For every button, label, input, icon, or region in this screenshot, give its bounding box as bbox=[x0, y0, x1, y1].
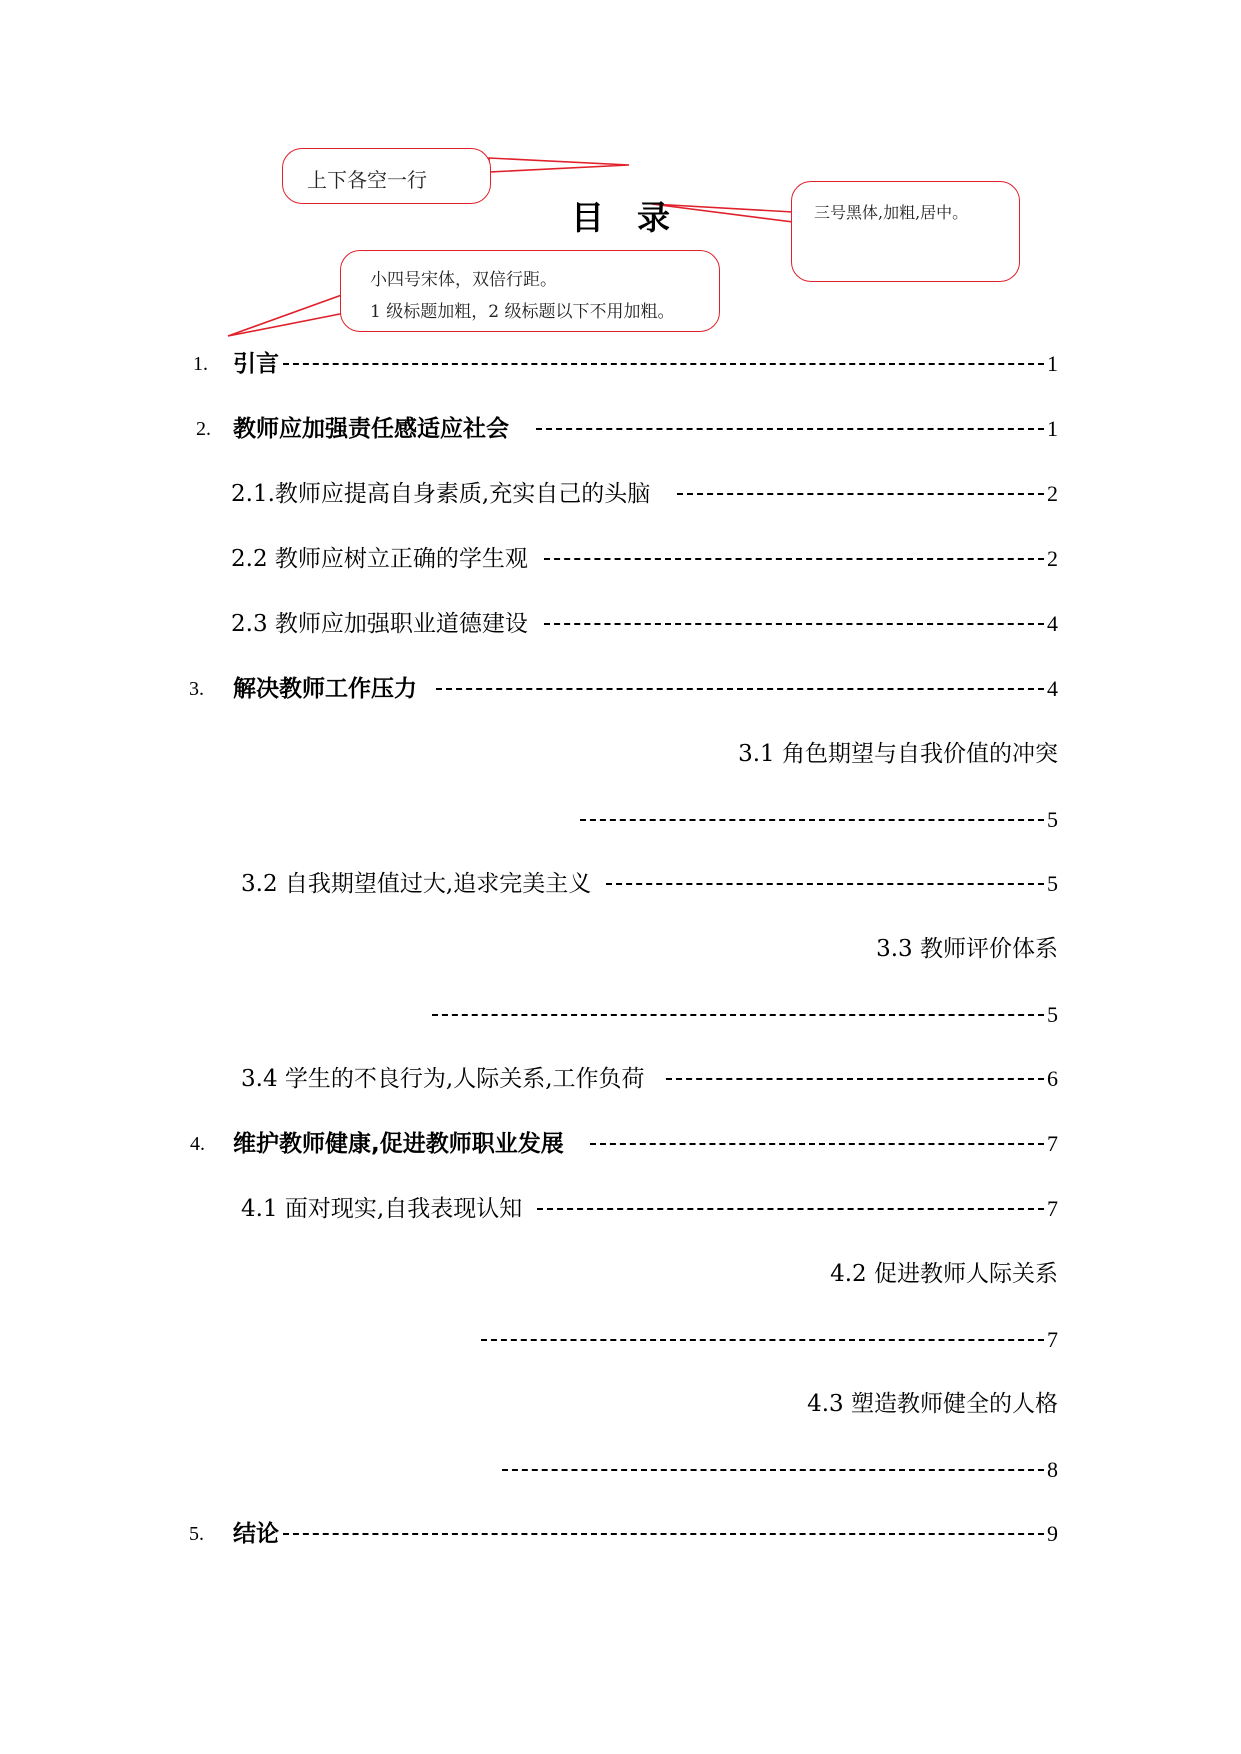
toc-page: 9 bbox=[1047, 1521, 1058, 1546]
toc-text: 2.2 教师应树立正确的学生观 bbox=[231, 546, 528, 572]
toc-num: 4. bbox=[190, 1133, 205, 1155]
toc-page: 2 bbox=[1047, 481, 1058, 506]
toc-text: 4.1 面对现实,自我表现认知 bbox=[241, 1196, 523, 1222]
toc-text: 4.3 塑造教师健全的人格 bbox=[807, 1391, 1058, 1417]
toc-page: 5 bbox=[1047, 1002, 1058, 1027]
toc-entry-4[interactable] bbox=[190, 1128, 1058, 1160]
toc-entry-2-1[interactable] bbox=[231, 478, 1058, 510]
pointer-body-note bbox=[228, 292, 350, 336]
toc-page: 7 bbox=[1047, 1327, 1058, 1352]
toc-entry-2-2[interactable] bbox=[231, 543, 1058, 575]
toc-entry-1[interactable] bbox=[190, 348, 1058, 380]
toc-text: 3.3 教师评价体系 bbox=[876, 936, 1058, 962]
toc-leader bbox=[537, 1208, 1044, 1210]
toc-entry-3-1[interactable] bbox=[560, 738, 1058, 848]
callout-title-text: 三号黑体,加粗,居中。 bbox=[814, 203, 969, 222]
toc-entry-4-3[interactable] bbox=[490, 1388, 1058, 1498]
toc-page: 5 bbox=[1047, 871, 1058, 896]
toc-num: 3. bbox=[189, 678, 204, 700]
toc-leader bbox=[677, 493, 1044, 495]
toc-entry-3-4[interactable] bbox=[241, 1063, 1058, 1095]
callout-body-note bbox=[340, 250, 720, 332]
toc-entry-4-1[interactable] bbox=[241, 1193, 1058, 1225]
toc-text: 解决教师工作压力 bbox=[233, 676, 417, 702]
callout-body-text-1: 小四号宋体，双倍行距。 bbox=[370, 270, 557, 290]
toc-leader bbox=[606, 883, 1044, 885]
toc-leader bbox=[481, 1339, 1044, 1341]
toc-page: 6 bbox=[1047, 1066, 1058, 1091]
toc-entry-3-3[interactable] bbox=[420, 933, 1058, 1043]
toc-text: 3.2 自我期望值过大,追求完美主义 bbox=[241, 871, 592, 897]
toc-entry-2[interactable] bbox=[190, 413, 1058, 445]
toc-entry-2-3[interactable] bbox=[231, 608, 1058, 640]
toc-leader bbox=[283, 363, 1044, 365]
toc-leader bbox=[502, 1469, 1044, 1471]
toc-text: 2.1.教师应提高自身素质,充实自己的头脑 bbox=[231, 481, 651, 507]
toc-text: 4.2 促进教师人际关系 bbox=[830, 1261, 1058, 1287]
toc-page: 7 bbox=[1047, 1131, 1058, 1156]
toc-leader bbox=[544, 623, 1044, 625]
toc-text: 教师应加强责任感适应社会 bbox=[233, 416, 509, 442]
toc-leader bbox=[580, 819, 1044, 821]
toc-entry-5[interactable] bbox=[190, 1518, 1058, 1550]
toc-entry-3-2[interactable] bbox=[241, 868, 1058, 900]
toc-page: 5 bbox=[1047, 807, 1058, 832]
toc-page: 1 bbox=[1047, 351, 1058, 376]
pointer-spacing-note bbox=[489, 158, 629, 172]
toc-text: 3.4 学生的不良行为,人际关系,工作负荷 bbox=[241, 1066, 645, 1092]
toc-leader bbox=[544, 558, 1044, 560]
toc-entry-4-2[interactable] bbox=[470, 1258, 1058, 1368]
toc-page: 1 bbox=[1047, 416, 1058, 441]
toc-leader bbox=[590, 1143, 1044, 1145]
callout-spacing-text: 上下各空一行 bbox=[307, 168, 427, 192]
toc-num: 1. bbox=[193, 353, 208, 375]
toc-text: 2.3 教师应加强职业道德建设 bbox=[231, 611, 528, 637]
toc-page: 4 bbox=[1047, 676, 1058, 701]
toc-num: 2. bbox=[196, 418, 211, 440]
toc-leader bbox=[432, 1014, 1044, 1016]
toc-page: 4 bbox=[1047, 611, 1058, 636]
toc-leader bbox=[536, 428, 1044, 430]
toc-text: 维护教师健康,促进教师职业发展 bbox=[233, 1131, 564, 1157]
callout-body-text-2: 1 级标题加粗，2 级标题以下不用加粗。 bbox=[370, 302, 675, 322]
toc-leader bbox=[283, 1533, 1044, 1535]
toc-title: 目 录 bbox=[571, 198, 670, 237]
toc-page: 8 bbox=[1047, 1457, 1058, 1482]
toc-page: 7 bbox=[1047, 1196, 1058, 1221]
toc-entry-3[interactable] bbox=[190, 673, 1058, 705]
toc-leader bbox=[666, 1078, 1044, 1080]
toc-page: 2 bbox=[1047, 546, 1058, 571]
toc-text: 3.1 角色期望与自我价值的冲突 bbox=[738, 741, 1058, 767]
toc-num: 5. bbox=[189, 1523, 204, 1545]
toc-text: 引言 bbox=[233, 351, 279, 377]
toc-text: 结论 bbox=[233, 1521, 279, 1547]
toc-leader bbox=[436, 688, 1044, 690]
